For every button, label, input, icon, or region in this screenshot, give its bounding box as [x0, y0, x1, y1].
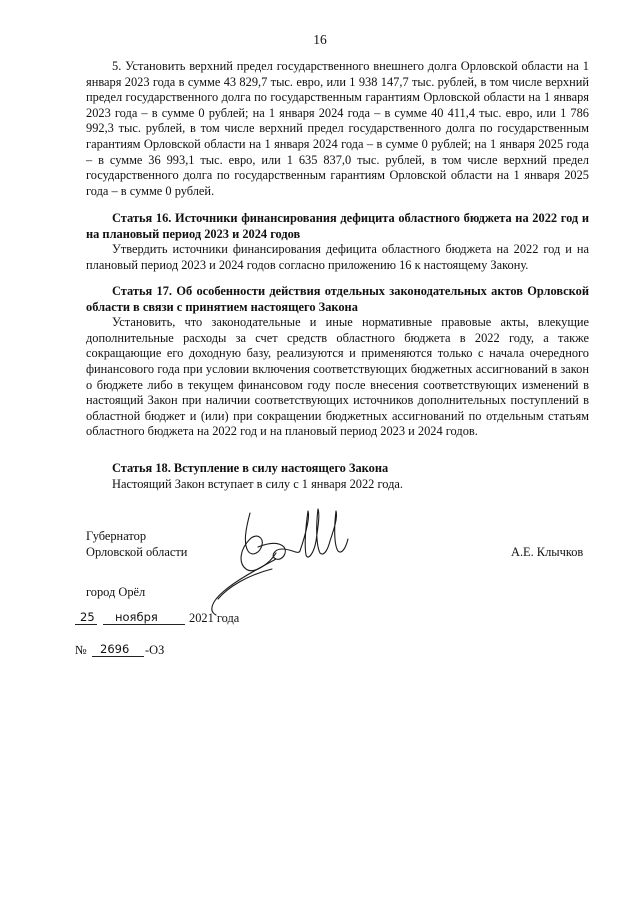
city-label: город Орёл: [86, 585, 146, 599]
article-16: [86, 211, 589, 273]
page-number: 16: [313, 32, 327, 47]
number-suffix: -ОЗ: [145, 643, 165, 657]
month-underline: [103, 624, 185, 625]
paragraph-5-text: 5. Установить верхний предел государственного внешнего долга Орловской области на 1 января 2023 года в сумме 43 829,7 тыс. евро, или 1 938 147,7 тыс. рублей, в том числе верхний предел государственного долга по государственным гарантиям Орловской области на 1 января 2023 года – в сумме 0 рублей; на 1 января 2024 года – в сумме 40 411,4 тыс. евро, или 1 786 992,3 тыс. рублей, в том числе верхний предел государственного долга по государственным гарантиям Орловской области на 1 января 2024 года – в сумме 0 рублей; на 1 января 2025 года – в сумме 36 993,1 тыс. евро, или 1 635 837,0 тыс. рублей, в том числе верхний предел государственного долга по государственным гарантиям Орловской области на 1 января 2025 года – в сумме 0 рублей.: [86, 59, 589, 198]
article-18-text: Настоящий Закон вступает в силу с 1 января 2022 года.: [112, 476, 403, 491]
date-day: 25: [80, 610, 95, 624]
article-18-heading: Статья 18. Вступление в силу настоящего Закона: [112, 461, 389, 475]
signatory-title-line2: Орловской области: [86, 545, 188, 559]
law-number: 2696: [100, 642, 130, 656]
day-underline: [75, 624, 97, 625]
article-17-text: Установить, что законодательные и иные нормативные правовые акты, влекущие дополнительные расходы за счет средств областного бюджета в 2022 году, а также сокращающие его доходную базу, реализуются и применяются только с начала очередного финансового года при условии включения соответствующих бюджетных ассигнований в закон о бюджете либо в текущем финансовом году после внесения соответствующих изменений в настоящий Закон при наличии соответствующих источников дополнительных поступлений в областной бюджет и (или) при сокращении бюджетных ассигнований по отдельным статьям областного бюджета на 2022 год и на плановый период 2023 и 2024 годов.: [86, 315, 589, 439]
signatory-title-line1: Губернатор: [86, 529, 147, 543]
paragraph-5: [86, 59, 589, 199]
date-line: [75, 608, 295, 630]
number-line: [75, 640, 295, 662]
article-17: [86, 284, 589, 440]
number-underline: [92, 656, 144, 657]
signatory-name: А.Е. Клычков: [511, 545, 584, 559]
article-16-text: Утвердить источники финансирования дефицита областного бюджета на 2022 год и на плановый период 2023 и 2024 годов согласно приложению 16 к настоящему Закону.: [86, 242, 589, 272]
date-month: ноября: [115, 610, 158, 624]
number-sign: №: [75, 643, 87, 657]
handwritten-signature: [188, 503, 358, 623]
article-18: [86, 461, 589, 492]
date-year: 2021 года: [189, 611, 240, 625]
article-17-heading: Статья 17. Об особенности действия отдельных законодательных актов Орловской области в связи с принятием настоящего Закона: [86, 284, 589, 314]
article-16-heading: Статья 16. Источники финансирования дефицита областного бюджета на 2022 год и на плановый период 2023 и 2024 годов: [86, 211, 589, 241]
signatory-title: [86, 528, 187, 560]
